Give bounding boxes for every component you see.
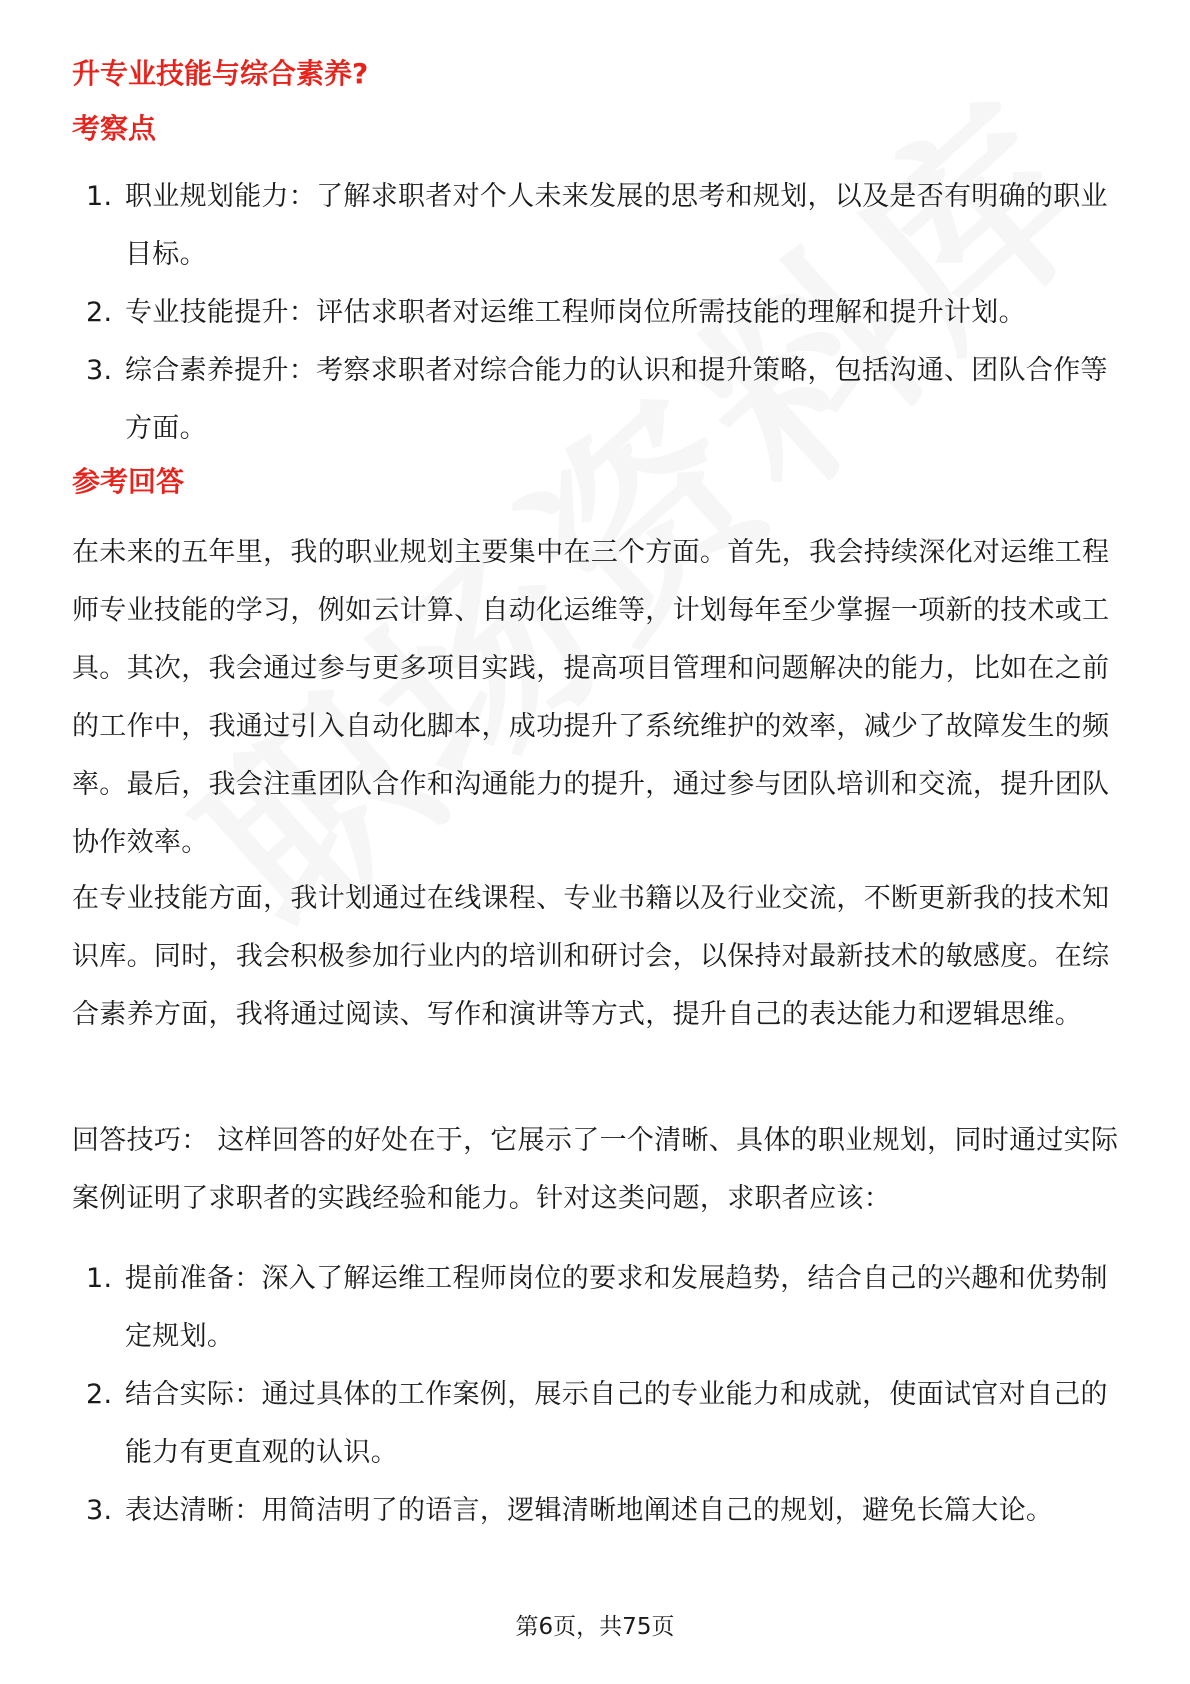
section-title-points: 考察点 [72,112,157,145]
list-item-text: 职业规划能力：了解求职者对个人未来发展的思考和规划，以及是否有明确的职业目标。 [125,181,1108,270]
list-item-number: 1. [86,1263,113,1294]
tips-list [72,1250,1132,1540]
list-item-text: 提前准备：深入了解运维工程师岗位的要求和发展趋势，结合自己的兴趣和优势制定规划。 [125,1263,1108,1352]
list-item-number: 3. [86,1495,113,1526]
list-item-text: 综合素养提升：考察求职者对综合能力的认识和提升策略，包括沟通、团队合作等方面。 [125,355,1108,444]
list-item [72,342,1132,458]
list-item-text: 结合实际：通过具体的工作案例，展示自己的专业能力和成就，使面试官对自己的能力有更直观的认识。 [125,1379,1108,1468]
section-title-answer: 参考回答 [72,465,185,498]
list-item-number: 1. [86,181,113,212]
list-item [72,284,1132,342]
list-item-number: 2. [86,297,113,328]
list-item [72,168,1132,284]
tips-intro: 回答技巧： 这样回答的好处在于，它展示了一个清晰、具体的职业规划，同时通过实际案例证明了求职者的实践经验和能力。针对这类问题，求职者应该： [72,1125,1119,1214]
answer-paragraph-2: 在专业技能方面，我计划通过在线课程、专业书籍以及行业交流，不断更新我的技术知识库。同时，我会积极参加行业内的培训和研讨会，以保持对最新技术的敏感度。在综合素养方面，我将通过阅读、写作和演讲等方式，提升自己的表达能力和逻辑思维。 [72,883,1110,1030]
question-title-tail: 升专业技能与综合素养? [72,57,369,90]
list-item [72,1366,1132,1482]
page-number: 第6页，共75页 [515,1614,675,1640]
list-item [72,1250,1132,1366]
answer-paragraph-1: 在未来的五年里，我的职业规划主要集中在三个方面。首先，我会持续深化对运维工程师专业技能的学习，例如云计算、自动化运维等，计划每年至少掌握一项新的技术或工具。其次，我会通过参与更多项目实践，提高项目管理和问题解决的能力，比如在之前的工作中，我通过引入自动化脚本，成功提升了系统维护的效率，减少了故障发生的频率。最后，我会注重团队合作和沟通能力的提升，通过参与团队培训和交流，提升团队协作效率。 [72,537,1110,858]
list-item-text: 专业技能提升：评估求职者对运维工程师岗位所需技能的理解和提升计划。 [125,297,1026,328]
list-item-text: 表达清晰：用简洁明了的语言，逻辑清晰地阐述自己的规划，避免长篇大论。 [125,1495,1054,1526]
list-item [72,1482,1132,1540]
list-item-number: 2. [86,1379,113,1410]
points-list [72,168,1132,458]
list-item-number: 3. [86,355,113,386]
